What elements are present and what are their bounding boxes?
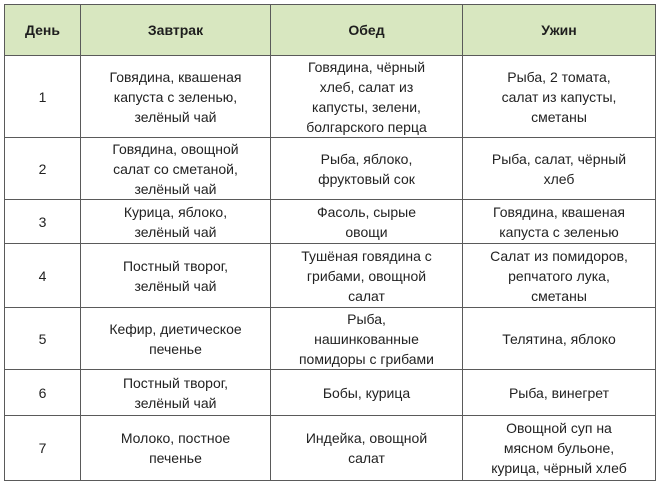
breakfast-text: Кефир, диетическое печенье [109,320,242,357]
day-number: 2 [38,160,47,177]
day-number: 1 [38,88,47,105]
header-lunch: Обед [271,5,463,56]
table-row [5,138,656,200]
breakfast-text: Постный творог, зелёный чай [122,257,229,294]
lunch-cell [271,138,463,200]
dinner-cell [463,308,656,370]
day-cell [5,200,81,244]
header-dinner: Ужин [463,5,656,56]
day-cell [5,370,81,416]
dinner-cell [463,370,656,416]
lunch-text: Тушёная говядина с грибами, овощной салат [301,247,432,304]
dinner-cell [463,416,656,481]
day-cell [5,56,81,138]
lunch-cell [271,244,463,308]
dinner-cell [463,200,656,244]
dinner-text: Телятина, яблоко [502,330,616,347]
breakfast-cell [81,370,271,416]
day-number: 4 [38,267,47,284]
lunch-text: Рыба, яблоко, фруктовый сок [318,150,415,187]
day-number: 7 [38,440,47,456]
day-number: 5 [38,330,47,347]
table-row [5,56,656,138]
breakfast-cell [81,200,271,244]
dinner-cell [463,244,656,308]
breakfast-cell [81,308,271,370]
lunch-cell [271,416,463,481]
dinner-text: Овощной суп на мясном бульоне, курица, чёрный хлеб [491,420,627,476]
header-day: День [5,5,81,56]
table-row [5,200,656,244]
lunch-text: Говядина, чёрный хлеб, салат из капусты, зелени, болгарского перца [306,58,427,135]
dinner-text: Рыба, 2 томата, салат из капусты, сметаны [501,68,617,125]
day-cell [5,244,81,308]
lunch-cell [271,56,463,138]
header-breakfast: Завтрак [81,5,271,56]
lunch-text: Индейка, овощной салат [305,430,428,466]
table-row [5,244,656,308]
dinner-text: Рыба, винегрет [508,384,610,401]
breakfast-cell [81,56,271,138]
dinner-cell [463,56,656,138]
day-cell [5,308,81,370]
day-cell [5,416,81,481]
header-row [5,5,656,56]
lunch-text: Рыба, нашинкованные помидоры с грибами [298,310,435,367]
day-number: 3 [38,213,47,230]
lunch-text: Бобы, курица [322,384,411,401]
breakfast-text: Курица, яблоко, зелёный чай [123,203,228,240]
day-cell [5,138,81,200]
table-row [5,416,656,481]
lunch-cell [271,200,463,244]
breakfast-text: Молоко, постное печенье [120,430,231,466]
dinner-text: Говядина, квашеная капуста с зеленью [493,203,625,240]
lunch-cell [271,308,463,370]
dinner-text: Рыба, салат, чёрный хлеб [491,150,627,187]
day-number: 6 [38,384,47,401]
table-row [5,370,656,416]
breakfast-text: Говядина, овощной салат со сметаной, зелёный чай [112,140,239,197]
breakfast-cell [81,244,271,308]
meal-plan-table [4,4,656,481]
breakfast-text: Постный творог, зелёный чай [122,374,229,411]
table-row [5,308,656,370]
breakfast-cell [81,416,271,481]
lunch-text: Фасоль, сырые овощи [316,203,416,240]
dinner-cell [463,138,656,200]
lunch-cell [271,370,463,416]
breakfast-text: Говядина, квашеная капуста с зеленью, зелёный чай [109,68,242,125]
dinner-text: Салат из помидоров, репчатого лука, сметаны [490,247,628,304]
breakfast-cell [81,138,271,200]
